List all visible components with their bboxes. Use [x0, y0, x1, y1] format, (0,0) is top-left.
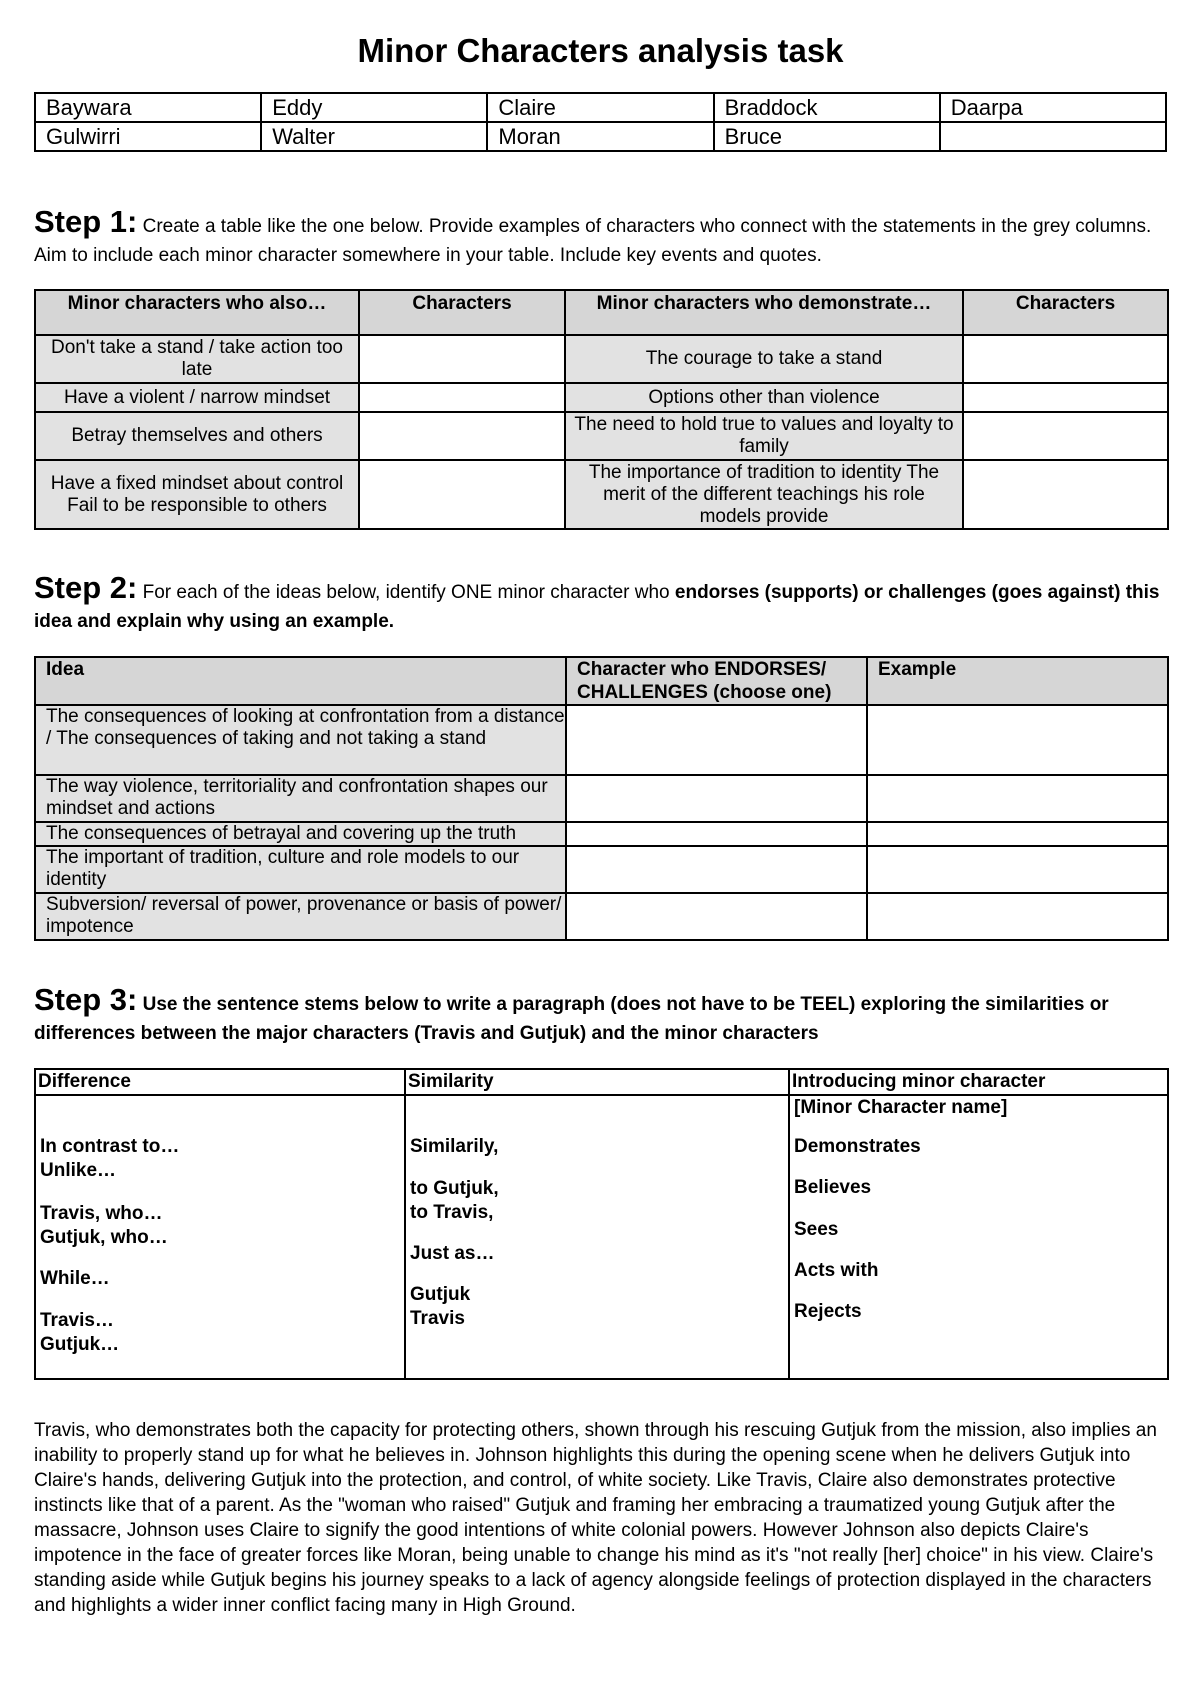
column-header: Idea: [35, 657, 566, 705]
character-names-table: [34, 92, 1167, 152]
table-row: [35, 775, 1168, 822]
answer-cell[interactable]: [566, 705, 867, 775]
sentence-stem: to Travis,: [410, 1202, 494, 1223]
answer-cell[interactable]: [963, 335, 1168, 383]
answer-cell[interactable]: [359, 383, 565, 412]
step2-table: [34, 656, 1169, 941]
sentence-stem: Travis…: [40, 1310, 114, 1331]
sentence-stem: [Minor Character name]: [794, 1097, 1008, 1118]
table-row: [35, 846, 1168, 893]
answer-cell[interactable]: [867, 846, 1168, 893]
sentence-stem: Gutjuk, who…: [40, 1227, 168, 1248]
character-name: Eddy: [261, 93, 487, 122]
sentence-stem: Just as…: [410, 1243, 495, 1264]
column-header: Minor characters who also…: [35, 290, 359, 335]
table-row: [35, 893, 1168, 940]
step1-heading: [34, 204, 1167, 270]
sentence-stem: Sees: [794, 1219, 839, 1240]
statement-cell: Don't take a stand / take action too late: [35, 335, 359, 383]
sentence-stem: Travis, who…: [40, 1203, 163, 1224]
similarity-stems-cell: [405, 1095, 789, 1379]
step1-instruction: Create a table like the one below. Provide examples of characters who connect with the statements in the grey columns. Aim to include each minor character somewhere in your table. Include key events and quotes.: [34, 216, 1152, 266]
column-header: Minor characters who demonstrate…: [565, 290, 963, 335]
table-row: [35, 93, 1166, 122]
character-name: Bruce: [714, 122, 940, 151]
character-name: Gulwirri: [35, 122, 261, 151]
sentence-stem: Gutjuk: [410, 1284, 471, 1305]
character-name: Braddock: [714, 93, 940, 122]
statement-cell: The need to hold true to values and loyalty to family: [565, 412, 963, 460]
sentence-stem: Similarily,: [410, 1136, 499, 1157]
answer-cell[interactable]: [963, 383, 1168, 412]
answer-cell[interactable]: [359, 412, 565, 460]
step2-instruction-bold: endorses (supports) or challenges (goes against) this idea and explain why using an example.: [34, 582, 1160, 632]
character-name: Claire: [487, 93, 713, 122]
idea-cell: The important of tradition, culture and role models to our identity: [35, 846, 566, 893]
difference-stems-cell: [35, 1095, 405, 1379]
idea-cell: The consequences of betrayal and covering up the truth: [35, 822, 566, 846]
statement-cell: Options other than violence: [565, 383, 963, 412]
answer-cell[interactable]: [867, 775, 1168, 822]
idea-cell: The way violence, territoriality and confrontation shapes our mindset and actions: [35, 775, 566, 822]
answer-cell[interactable]: [867, 705, 1168, 775]
column-header: Difference: [35, 1069, 405, 1095]
table-row: [35, 1095, 1168, 1379]
statement-cell: The courage to take a stand: [565, 335, 963, 383]
column-header: Characters: [359, 290, 565, 335]
statement-cell: Have a violent / narrow mindset: [35, 383, 359, 412]
table-row: [35, 412, 1168, 460]
step3-table: [34, 1068, 1169, 1380]
answer-cell[interactable]: [867, 822, 1168, 846]
sentence-stem: Unlike…: [40, 1160, 117, 1181]
column-header: Similarity: [405, 1069, 789, 1095]
answer-cell[interactable]: [566, 775, 867, 822]
statement-cell: Betray themselves and others: [35, 412, 359, 460]
sentence-stem: to Gutjuk,: [410, 1178, 499, 1199]
table-row: [35, 705, 1168, 775]
column-header: Characters: [963, 290, 1168, 335]
sentence-stem: Believes: [794, 1177, 872, 1198]
sentence-stem: Acts with: [794, 1260, 879, 1281]
answer-cell[interactable]: [359, 335, 565, 383]
answer-cell[interactable]: [566, 893, 867, 940]
statement-cell: Have a fixed mindset about control Fail to be responsible to others: [35, 460, 359, 529]
introducing-stems-cell: [789, 1095, 1168, 1379]
step1-table: [34, 289, 1169, 530]
sentence-stem: Travis: [410, 1308, 465, 1329]
answer-cell[interactable]: [963, 412, 1168, 460]
example-paragraph: Travis, who demonstrates both the capacity for protecting others, shown through his rescuing Gutjuk from the mission, also implies an inability to properly stand up for what he believes in. Johnson highlights this during the opening scene when he delivers Gutjuk into Claire's hands, delivering Gutjuk into the protection, and control, of white society. Like Travis, Claire also demonstrates protective instincts like that of a parent. As the "woman who raised" Gutjuk and framing her embracing a traumatized young Gutjuk after the massacre, Johnson uses Claire to signify the good intentions of white colonial powers. However Johnson also depicts Claire's impotence in the face of greater forces like Moran, being unable to change his mind as it's "not really [her] choice" in his view. Claire's standing aside while Gutjuk begins his journey speaks to a lack of agency alongside feelings of protection displayed in the characters and highlights a wider inner conflict facing many in High Ground.: [34, 1420, 1157, 1616]
idea-cell: Subversion/ reversal of power, provenance or basis of power/ impotence: [35, 893, 566, 940]
character-name: Daarpa: [940, 93, 1166, 122]
sentence-stem: Gutjuk…: [40, 1334, 120, 1355]
table-row: [35, 122, 1166, 151]
character-name: [940, 122, 1166, 151]
character-name: Baywara: [35, 93, 261, 122]
character-name: Moran: [487, 122, 713, 151]
step3-heading: [34, 982, 1167, 1048]
table-header-row: [35, 657, 1168, 705]
table-row: [35, 460, 1168, 529]
step1-label: Step 1:: [34, 204, 138, 239]
idea-cell: The consequences of looking at confrontation from a distance / The consequences of taking and not taking a stand: [35, 705, 566, 775]
table-header-row: [35, 1069, 1168, 1095]
step2-instruction: For each of the ideas below, identify ONE minor character who: [137, 582, 675, 603]
column-header: Character who ENDORSES/ CHALLENGES (choose one): [566, 657, 867, 705]
answer-cell[interactable]: [867, 893, 1168, 940]
sentence-stem: In contrast to…: [40, 1136, 180, 1157]
sentence-stem: While…: [40, 1268, 110, 1289]
table-row: [35, 822, 1168, 846]
sentence-stem: Demonstrates: [794, 1136, 921, 1157]
table-header-row: [35, 290, 1168, 335]
page-title: Minor Characters analysis task: [357, 32, 844, 69]
step3-label: Step 3:: [34, 982, 138, 1017]
answer-cell[interactable]: [566, 846, 867, 893]
table-row: [35, 383, 1168, 412]
table-row: [35, 335, 1168, 383]
step2-label: Step 2:: [34, 570, 138, 605]
answer-cell[interactable]: [963, 460, 1168, 529]
step2-heading: [34, 570, 1167, 636]
column-header: Example: [867, 657, 1168, 705]
statement-cell: The importance of tradition to identity The merit of the different teachings his role models provide: [565, 460, 963, 529]
column-header: Introducing minor character: [789, 1069, 1168, 1095]
step3-instruction: Use the sentence stems below to write a paragraph (does not have to be TEEL) exploring the similarities or differences between the major characters (Travis and Gutjuk) and the minor characters: [34, 994, 1109, 1044]
answer-cell[interactable]: [566, 822, 867, 846]
answer-cell[interactable]: [359, 460, 565, 529]
sentence-stem: Rejects: [794, 1301, 862, 1322]
character-name: Walter: [261, 122, 487, 151]
